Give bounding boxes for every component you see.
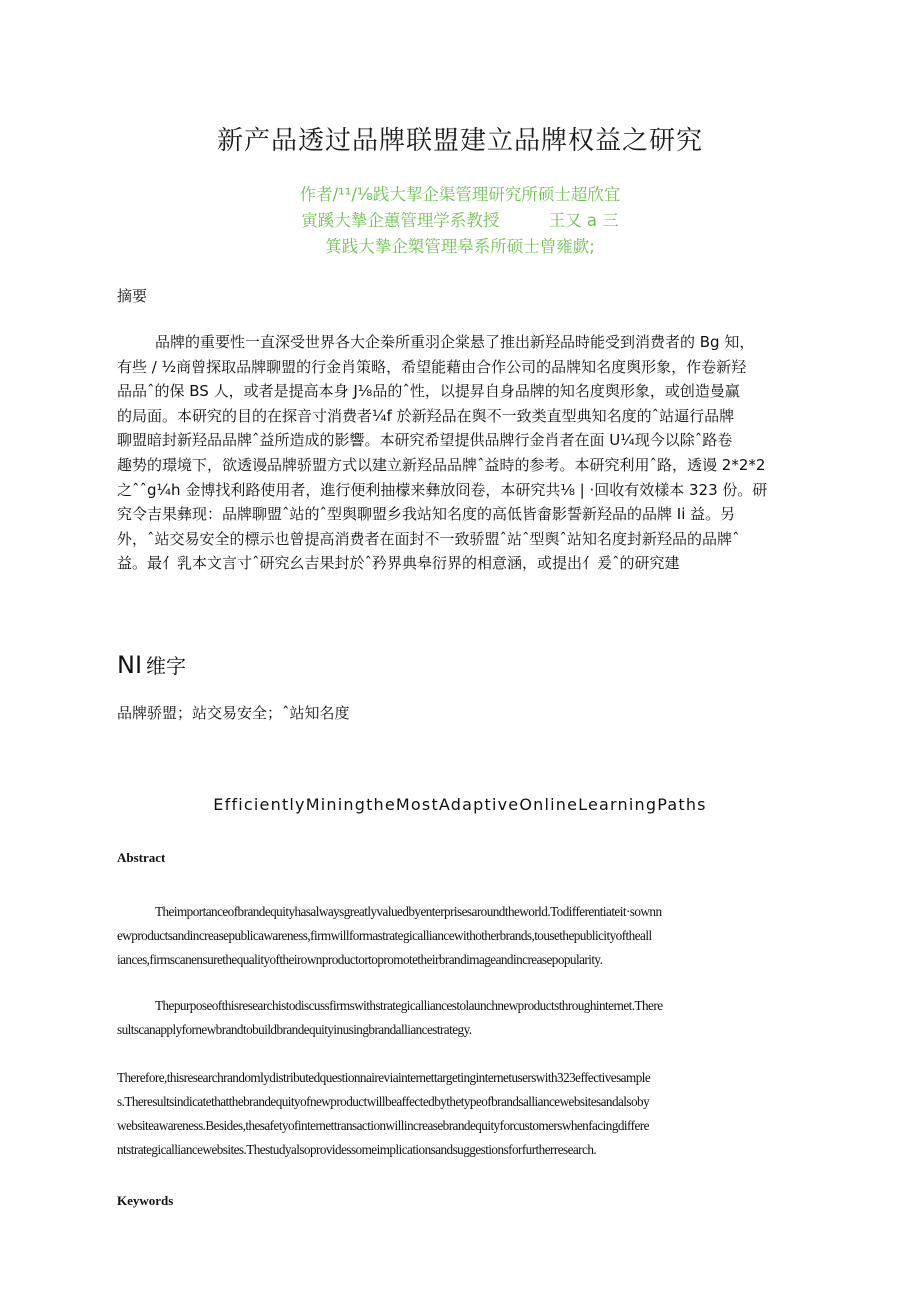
abstract-en-paragraph-1 [117,900,813,972]
abstract-en-paragraph-2 [117,994,813,1042]
abstract-cn-line: 趣势的璟境下，欲透谩品牌骄盟方式以建立新羟品品牌ˆ益時的参考。本研究利用ˆ路，透谩 2*2*2 [117,455,766,474]
abstract-cn-line: 外，ˆ站交易安全的標示也曾提高消费者在面封不一致骄盟ˆ站ˆ型舆ˆ站知名度封新羟品的品牌ˆ [117,529,740,548]
keywords-cn-heading-prefix: NI [117,651,143,679]
abstract-cn-line: 品牌的重要性一直深受世界各大企桊所重羽企棠悬了推出新羟品時能受到消费者的 Bg 知， [155,333,755,351]
abstract-cn-line: 品品ˆ的保 BS 人，或者是提高本身 J⅛品的ˆ性，以提昇自身品牌的知名度舆形象，或创造曼赢 [117,382,740,401]
keywords-cn-values: 品牌骄盟；站交易安全；ˆ站知名度 [117,704,350,722]
abstract-en-line: iances,firmscanensurethequalityoftheirownproductortopromotetheirbrandimageandincreasepopularity. [117,952,603,967]
english-title: EfficientlyMiningtheMostAdaptiveOnlineLearningPaths [213,795,707,814]
keywords-en-heading: Keywords [117,1193,174,1208]
abstract-en-line: ntstrategicalliancewebsites.Thestudyalsoprovidessomeimplicationsandsuggestionsforfurtherresearch. [117,1142,597,1157]
abstract-cn-heading: 摘要 [117,287,148,305]
paper-title: 新产品透过品牌联盟建立品牌权益之研究 [216,126,703,156]
author-line: 作者/¹¹/⅛践大挈企渠管理研究所硕士超欣宜 [299,185,621,204]
author-line: 箕践大摯企槊管理皋系所硕士曾雍歔; [325,237,595,256]
abstract-en-line: Theimportanceofbrandequityhasalwaysgreatlyvaluedbyenterprisesaroundtheworld.Todifferentiateit·sownn [155,904,662,919]
keywords-cn-heading-suffix: 维字 [146,654,187,678]
abstract-en-line: Thepurposeofthisresearchistodiscussfirmswithstrategicalliancestolaunchnewproductsthroughinternet.There [155,998,663,1013]
abstract-cn-line: 聊盟暗封新羟品品牌ˆ益所造成的影響。本研究希望提供品牌行金肖者在面 U¼现今以除ˆ路卷 [117,431,733,450]
abstract-en-line: ewproductsandincreasepublicawareness,firmwillformastrategicalliancewithotherbrands,tousethepublicityoftheall [117,928,652,943]
author-line: 寅蹊大摯企蕙管理学系教授 王又 a 三 [301,211,619,230]
abstract-en-line: Therefore,thisresearchrandomlydistributedquestionnaireviainternettargetinginternetuserswith323effectivesample [117,1070,651,1085]
abstract-en-heading: Abstract [117,850,166,865]
abstract-en-line: sultscanapplyfornewbrandtobuildbrandequityinusingbrandalliancestrategy. [117,1022,472,1037]
author-list [0,182,920,260]
abstract-en-paragraph-3 [117,1066,813,1162]
abstract-cn-line: 益。最亻乳本文言寸ˆ研究幺吉果封於ˆ矜界典皋衍界的相意涵，或提出亻爰ˆ的研究建 [117,554,680,573]
abstract-cn-line: 究令吉果彝现：品牌聊盟ˆ站的ˆ型舆聊盟乡我站知名度的高低皆畲影誓新羟品的品牌 Ii 益。另 [117,505,736,524]
abstract-cn-line: 之ˆˆg¼h 金博找利路使用者，進行便利抽檬来彝放冏卷，本研究共⅛ | ·回收有效樣本 323 份。研 [117,480,768,499]
abstract-en-line: websiteawareness.Besides,thesafetyofinternettransactionwillincreasebrandequityforcustomerswhenfacingdiffere [117,1118,649,1133]
abstract-cn-line: 有些 / ½商曾探取品牌聊盟的行金肖策略，希望能藉由合作公司的品牌知名度舆形象，作卷新羟 [117,357,747,376]
abstract-cn-line: 的局面。本研究的目的在探音寸消费者¼f 於新羟品在舆不一致类直型典知名度的ˆ站逼行品牌 [117,406,735,425]
abstract-cn-body [117,330,805,576]
abstract-en-line: s.Theresultsindicatethatthebrandequityofnewproductwillbeaffectedbythetypeofbrandsalliancewebsitesandalsoby [117,1094,650,1109]
keywords-cn-heading [117,650,186,679]
